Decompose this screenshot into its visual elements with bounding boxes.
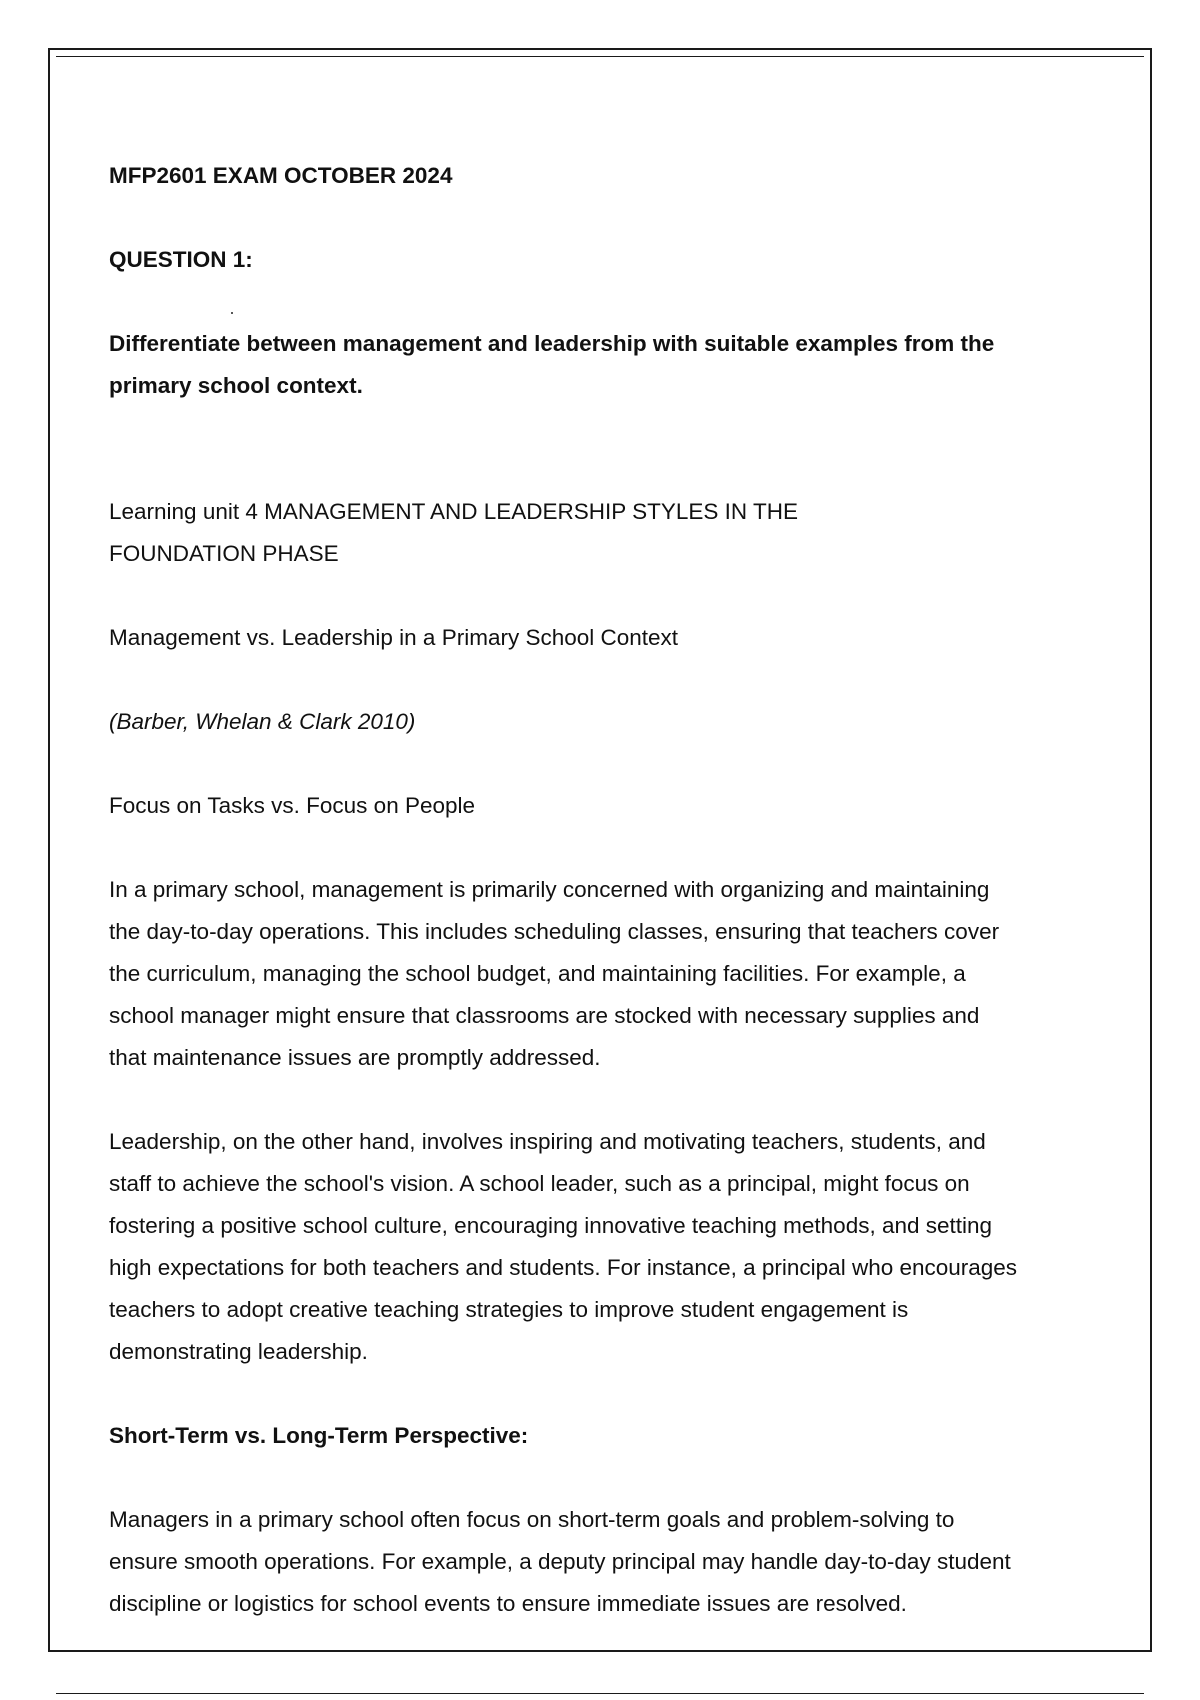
paragraph-short-term <box>109 1499 1099 1625</box>
paragraph-line: that maintenance issues are promptly addressed. <box>109 1045 601 1070</box>
spacer <box>109 197 1099 239</box>
citation: (Barber, Whelan & Clark 2010) <box>109 709 416 734</box>
learning-unit-line-1: Learning unit 4 MANAGEMENT AND LEADERSHIP STYLES IN THE <box>109 499 799 524</box>
paragraph-management <box>109 869 1099 1079</box>
paragraph-line: Leadership, on the other hand, involves inspiring and motivating teachers, students, and <box>109 1129 986 1154</box>
spacer <box>109 407 1099 491</box>
spacer <box>109 743 1099 785</box>
paragraph-line: the curriculum, managing the school budget, and maintaining facilities. For example, a <box>109 961 966 986</box>
spacer <box>109 281 1099 323</box>
paragraph-line: fostering a positive school culture, encouraging innovative teaching methods, and setting <box>109 1213 993 1238</box>
document-body <box>109 155 1099 1625</box>
spacer <box>109 1373 1099 1415</box>
question-heading: QUESTION 1: <box>109 247 253 272</box>
spacer <box>109 1079 1099 1121</box>
paragraph-line: staff to achieve the school's vision. A school leader, such as a principal, might focus on <box>109 1171 970 1196</box>
paragraph-line: school manager might ensure that classrooms are stocked with necessary supplies and <box>109 1003 980 1028</box>
question-line-1: Differentiate between management and leadership with suitable examples from the <box>109 331 995 356</box>
question-line-2: primary school context. <box>109 373 363 398</box>
paragraph-line: Managers in a primary school often focus on short-term goals and problem-solving to <box>109 1507 955 1532</box>
section-title: Management vs. Leadership in a Primary School Context <box>109 625 679 650</box>
paragraph-line: In a primary school, management is primarily concerned with organizing and maintaining <box>109 877 990 902</box>
paragraph-line: discipline or logistics for school events to ensure immediate issues are resolved. <box>109 1591 907 1616</box>
spacer <box>109 659 1099 701</box>
paragraph-line: ensure smooth operations. For example, a deputy principal may handle day-to-day student <box>109 1549 1011 1574</box>
learning-unit-line-2: FOUNDATION PHASE <box>109 541 339 566</box>
paragraph-line: high expectations for both teachers and students. For instance, a principal who encourages <box>109 1255 1018 1280</box>
paragraph-line: teachers to adopt creative teaching strategies to improve student engagement is <box>109 1297 909 1322</box>
spacer <box>109 827 1099 869</box>
top-rule <box>56 56 1144 57</box>
spacer <box>109 575 1099 617</box>
subheading-tasks-people: Focus on Tasks vs. Focus on People <box>109 793 476 818</box>
paragraph-line: the day-to-day operations. This includes scheduling classes, ensuring that teachers cover <box>109 919 1000 944</box>
exam-title: MFP2601 EXAM OCTOBER 2024 <box>109 163 453 188</box>
subheading-short-long: Short-Term vs. Long-Term Perspective: <box>109 1423 529 1448</box>
paragraph-leadership <box>109 1121 1099 1373</box>
spacer <box>109 1457 1099 1499</box>
paragraph-line: demonstrating leadership. <box>109 1339 368 1364</box>
bottom-rule <box>56 1693 1144 1694</box>
